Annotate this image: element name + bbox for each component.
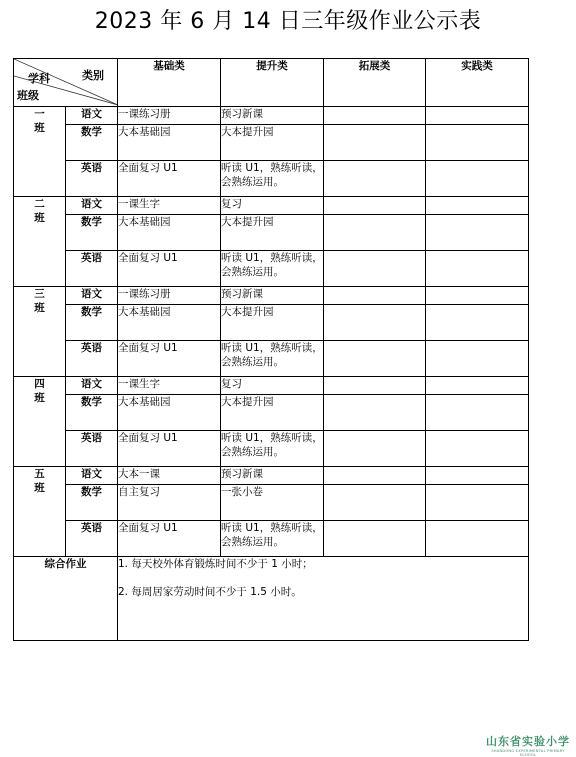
advanced-task-cell: 听读 U1，熟练听读，会熟练运用。: [221, 341, 324, 377]
column-header-basic: 基础类: [118, 59, 221, 107]
practice-task-cell: [426, 395, 529, 431]
subject-cell: 英语: [66, 431, 118, 467]
advanced-task-cell: 预习新课: [221, 287, 324, 305]
class-name-cell: 二 班: [14, 197, 66, 287]
advanced-task-cell: 听读 U1，熟练听读，会熟练运用。: [221, 431, 324, 467]
subject-cell: 英语: [66, 161, 118, 197]
advanced-task-cell: 大本提升园: [221, 395, 324, 431]
basic-task-cell: 大本基础园: [118, 305, 221, 341]
summary-line: 2. 每周居家劳动时间不少于 1.5 小时。: [118, 586, 302, 598]
corner-cell: [14, 59, 118, 107]
practice-task-cell: [426, 125, 529, 161]
basic-task-cell: 大本一课: [118, 467, 221, 485]
advanced-task-cell: 大本提升园: [221, 305, 324, 341]
basic-task-cell: 一课生字: [118, 197, 221, 215]
summary-content: [118, 557, 529, 641]
advanced-task-cell: 听读 U1，熟练听读，会熟练运用。: [221, 251, 324, 287]
class-row: [14, 377, 529, 395]
basic-task-cell: 大本基础园: [118, 215, 221, 251]
subject-cell: 英语: [66, 521, 118, 557]
class-row: [14, 287, 529, 305]
school-logo: [484, 733, 572, 757]
extended-task-cell: [324, 341, 426, 377]
summary-label: 综合作业: [14, 557, 118, 641]
extended-task-cell: [324, 161, 426, 197]
advanced-task-cell: 一张小卷: [221, 485, 324, 521]
corner-subject-label: 学科: [28, 72, 50, 85]
subject-cell: 数学: [66, 395, 118, 431]
subject-cell: 语文: [66, 287, 118, 305]
class-name-cell: 一 班: [14, 107, 66, 197]
advanced-task-cell: 预习新课: [221, 467, 324, 485]
class-row: [14, 107, 529, 125]
subject-cell: 英语: [66, 251, 118, 287]
column-header-extended: 拓展类: [324, 59, 426, 107]
class-row: [14, 161, 529, 197]
extended-task-cell: [324, 521, 426, 557]
subject-cell: 语文: [66, 107, 118, 125]
practice-task-cell: [426, 161, 529, 197]
basic-task-cell: 全面复习 U1: [118, 251, 221, 287]
basic-task-cell: 全面复习 U1: [118, 521, 221, 557]
extended-task-cell: [324, 377, 426, 395]
school-logo-name: 山东省实验小学: [486, 735, 570, 748]
practice-task-cell: [426, 431, 529, 467]
advanced-task-cell: 复习: [221, 197, 324, 215]
class-row: [14, 341, 529, 377]
school-logo-english: SHANDONG EXPERIMENTAL PRIMARY SCHOOL: [491, 749, 565, 757]
class-row: [14, 395, 529, 431]
basic-task-cell: 一课练习册: [118, 107, 221, 125]
header-row: [14, 59, 529, 107]
corner-category-label: 类别: [82, 69, 104, 82]
advanced-task-cell: 大本提升园: [221, 125, 324, 161]
subject-cell: 数学: [66, 125, 118, 161]
basic-task-cell: 全面复习 U1: [118, 341, 221, 377]
basic-task-cell: 大本基础园: [118, 125, 221, 161]
basic-task-cell: 大本基础园: [118, 395, 221, 431]
practice-task-cell: [426, 341, 529, 377]
advanced-task-cell: 听读 U1，熟练听读，会熟练运用。: [221, 161, 324, 197]
basic-task-cell: 自主复习: [118, 485, 221, 521]
subject-cell: 语文: [66, 197, 118, 215]
subject-cell: 数学: [66, 485, 118, 521]
extended-task-cell: [324, 395, 426, 431]
subject-cell: 数学: [66, 305, 118, 341]
practice-task-cell: [426, 197, 529, 215]
practice-task-cell: [426, 377, 529, 395]
practice-task-cell: [426, 521, 529, 557]
class-name-cell: 五 班: [14, 467, 66, 557]
class-name-cell: 四 班: [14, 377, 66, 467]
class-row: [14, 467, 529, 485]
extended-task-cell: [324, 431, 426, 467]
practice-task-cell: [426, 287, 529, 305]
class-row: [14, 521, 529, 557]
practice-task-cell: [426, 305, 529, 341]
subject-cell: 数学: [66, 215, 118, 251]
practice-task-cell: [426, 107, 529, 125]
class-row: [14, 215, 529, 251]
basic-task-cell: 全面复习 U1: [118, 161, 221, 197]
class-row: [14, 197, 529, 215]
extended-task-cell: [324, 305, 426, 341]
extended-task-cell: [324, 125, 426, 161]
basic-task-cell: 一课练习册: [118, 287, 221, 305]
extended-task-cell: [324, 197, 426, 215]
column-header-advanced: 提升类: [221, 59, 324, 107]
extended-task-cell: [324, 467, 426, 485]
column-header-practice: 实践类: [426, 59, 529, 107]
practice-task-cell: [426, 251, 529, 287]
extended-task-cell: [324, 107, 426, 125]
basic-task-cell: 一课生字: [118, 377, 221, 395]
practice-task-cell: [426, 467, 529, 485]
class-row: [14, 431, 529, 467]
extended-task-cell: [324, 215, 426, 251]
subject-cell: 英语: [66, 341, 118, 377]
practice-task-cell: [426, 485, 529, 521]
basic-task-cell: 全面复习 U1: [118, 431, 221, 467]
advanced-task-cell: 大本提升园: [221, 215, 324, 251]
advanced-task-cell: 听读 U1，熟练听读，会熟练运用。: [221, 521, 324, 557]
class-row: [14, 485, 529, 521]
class-name-cell: 三 班: [14, 287, 66, 377]
summary-row: [14, 557, 529, 641]
summary-line: 1. 每天校外体育锻炼时间不少于 1 小时；: [118, 558, 313, 570]
advanced-task-cell: 预习新课: [221, 107, 324, 125]
page-title: 2023 年 6 月 14 日三年级作业公示表: [94, 9, 482, 34]
subject-cell: 语文: [66, 377, 118, 395]
homework-table: [13, 58, 529, 641]
practice-task-cell: [426, 215, 529, 251]
corner-class-label: 班级: [17, 89, 39, 102]
advanced-task-cell: 复习: [221, 377, 324, 395]
class-row: [14, 305, 529, 341]
class-row: [14, 125, 529, 161]
subject-cell: 语文: [66, 467, 118, 485]
extended-task-cell: [324, 485, 426, 521]
extended-task-cell: [324, 287, 426, 305]
extended-task-cell: [324, 251, 426, 287]
class-row: [14, 251, 529, 287]
